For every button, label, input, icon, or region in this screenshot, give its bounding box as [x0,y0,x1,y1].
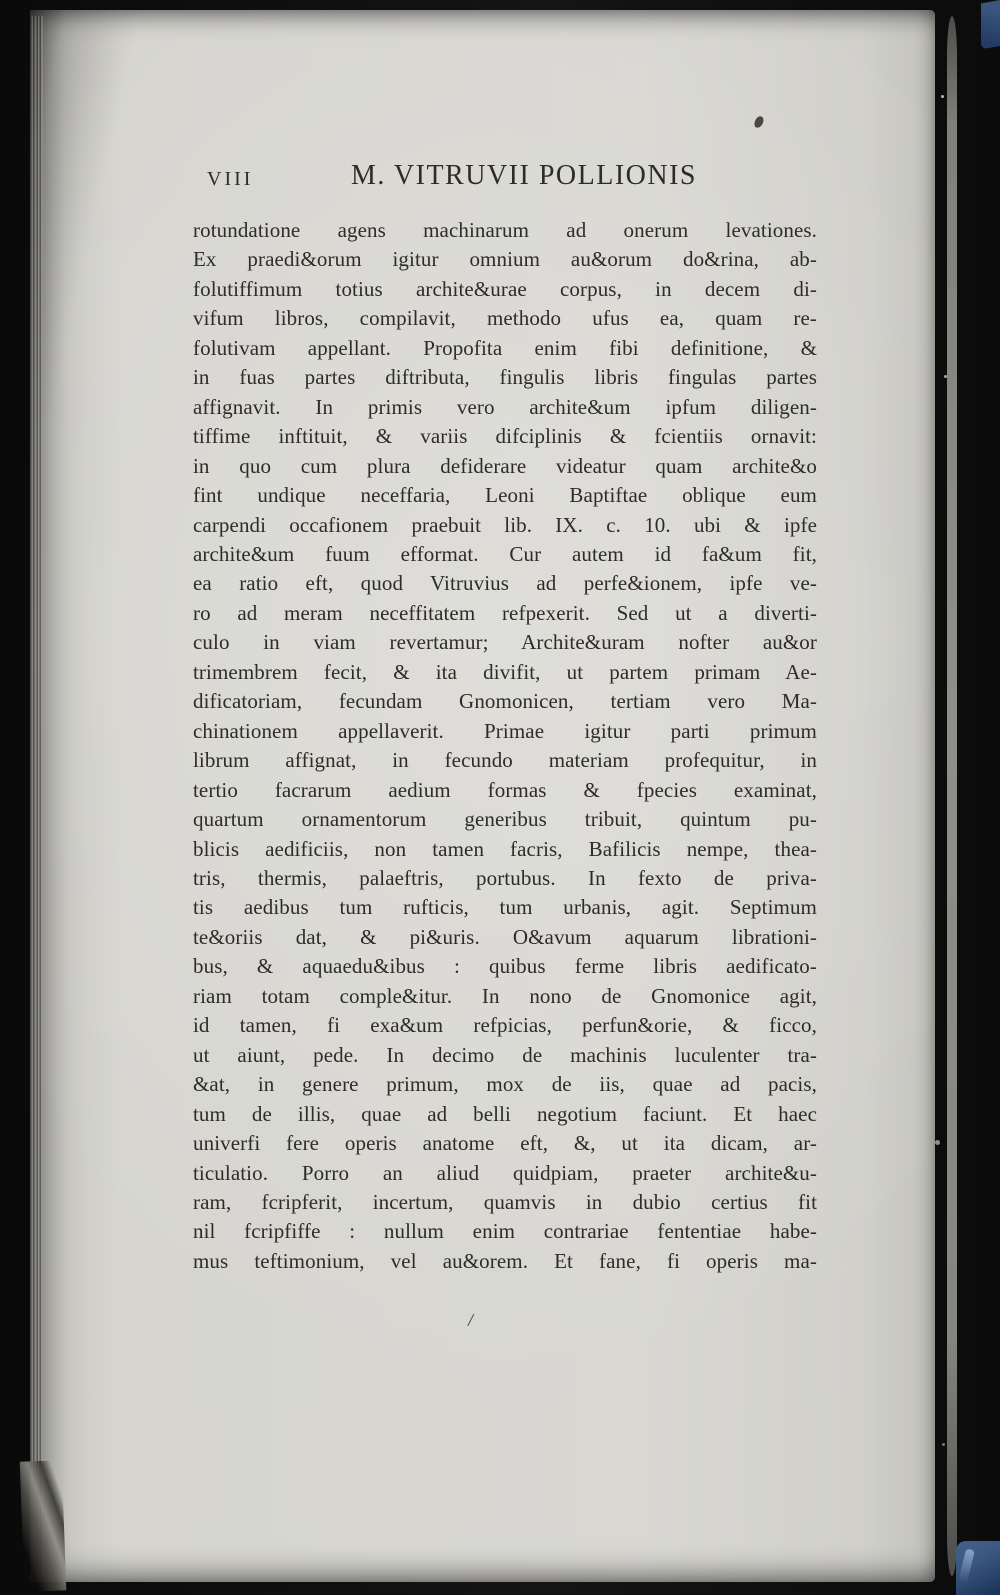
text-line: tum de illis, quae ad belli negotium faciunt. Et haec [193,1101,817,1126]
text-line: ea ratio eft, quod Vitruvius ad perfe&ionem, ipfe ve- [193,571,817,596]
text-line: &at, in genere primum, mox de iis, quae ad pacis, [193,1072,817,1097]
body-text [193,216,817,1276]
text-line: mus teftimonium, vel au&orem. Et fane, fi operis ma- [193,1248,817,1273]
text-line: culo in viam revertamur; Archite&uram nofter au&or [193,630,817,655]
text-line: folutiffimum totius archite&urae corpus, in decem di- [193,276,817,301]
text-line: tis aedibus tum rufticis, tum urbanis, agit. Septimum [193,895,817,920]
text-line: librum affignat, in fecundo materiam profequitur, in [193,748,817,773]
text-line: ticulatio. Porro an aliud quidpiam, praeter archite&u- [193,1160,817,1185]
page-corner-stack [20,1460,67,1591]
text-line: blicis aedificiis, non tamen facris, Bafilicis nempe, thea- [193,836,817,861]
text-line: fint undique neceffaria, Leoni Baptiftae oblique eum [193,483,817,508]
text-line: id tamen, fi exa&um refpicias, perfun&orie, & ficco, [193,1013,817,1038]
text-line: trimembrem fecit, & ita divifit, ut partem primam Ae- [193,659,817,684]
book-cover-corner-bottom [956,1541,1000,1595]
text-line: archite&um fuum efformat. Cur autem id fa&um fit, [193,541,817,566]
text-line: te&oriis dat, & pi&uris. O&avum aquarum librationi- [193,924,817,949]
text-line: riam totam comple&itur. In nono de Gnomonice agit, [193,983,817,1008]
text-line: ro ad meram neceffitatem refpexerit. Sed ut a diverti- [193,600,817,625]
text-line: carpendi occafionem praebuit lib. IX. c. 10. ubi & ipfe [193,512,817,537]
text-line: dificatoriam, fecundam Gnomonicen, tertiam vero Ma- [193,689,817,714]
text-line: quartum ornamentorum generibus tribuit, quintum pu- [193,807,817,832]
book-page [30,10,935,1582]
page-header [195,160,819,200]
text-line: tertio facrarum aedium formas & fpecies examinat, [193,777,817,802]
running-title: M. VITRUVII POLLIONIS [351,160,697,191]
text-line: chinationem appellaverit. Primae igitur parti primum [193,718,817,743]
text-line: affignavit. In primis vero archite&um ipfum diligen- [193,394,817,419]
text-line: nil fcripfiffe : nullum enim contrariae fententiae habe- [193,1219,817,1244]
text-line: tiffime inftituit, & variis difciplinis & fcientiis ornavit: [193,424,817,449]
ink-smudge [753,115,764,129]
stray-slash-mark: / [468,1310,474,1330]
text-line: bus, & aquaedu&ibus : quibus ferme libris aedificato- [193,954,817,979]
text-line: Ex praedi&orum igitur omnium au&orum do&rina, ab- [193,247,817,272]
page-edge-specks [941,95,944,98]
page-stack-edges [30,16,43,1576]
text-line: tris, thermis, palaeftris, portubus. In fexto de priva- [193,865,817,890]
text-line: rotundatione agens machinarum ad onerum levationes. [193,218,817,242]
book-fore-edge [947,16,957,1576]
text-line: ram, fcripferit, incertum, quamvis in dubio certius fit [193,1189,817,1214]
book-cover-corner-top [981,0,1000,49]
text-line: ut aiunt, pede. In decimo de machinis luculenter tra- [193,1042,817,1067]
text-line: univerfi fere operis anatome eft, &, ut ita dicam, ar- [193,1131,817,1156]
text-line: vifum libros, compilavit, methodo ufus ea, quam re- [193,306,817,331]
text-line: in fuas partes diftributa, fingulis libris fingulas partes [193,365,817,390]
text-line: folutivam appellant. Propofita enim fibi definitione, & [193,335,817,360]
page-number: VIII [207,168,254,190]
text-line: in quo cum plura defiderare videatur quam archite&o [193,453,817,478]
